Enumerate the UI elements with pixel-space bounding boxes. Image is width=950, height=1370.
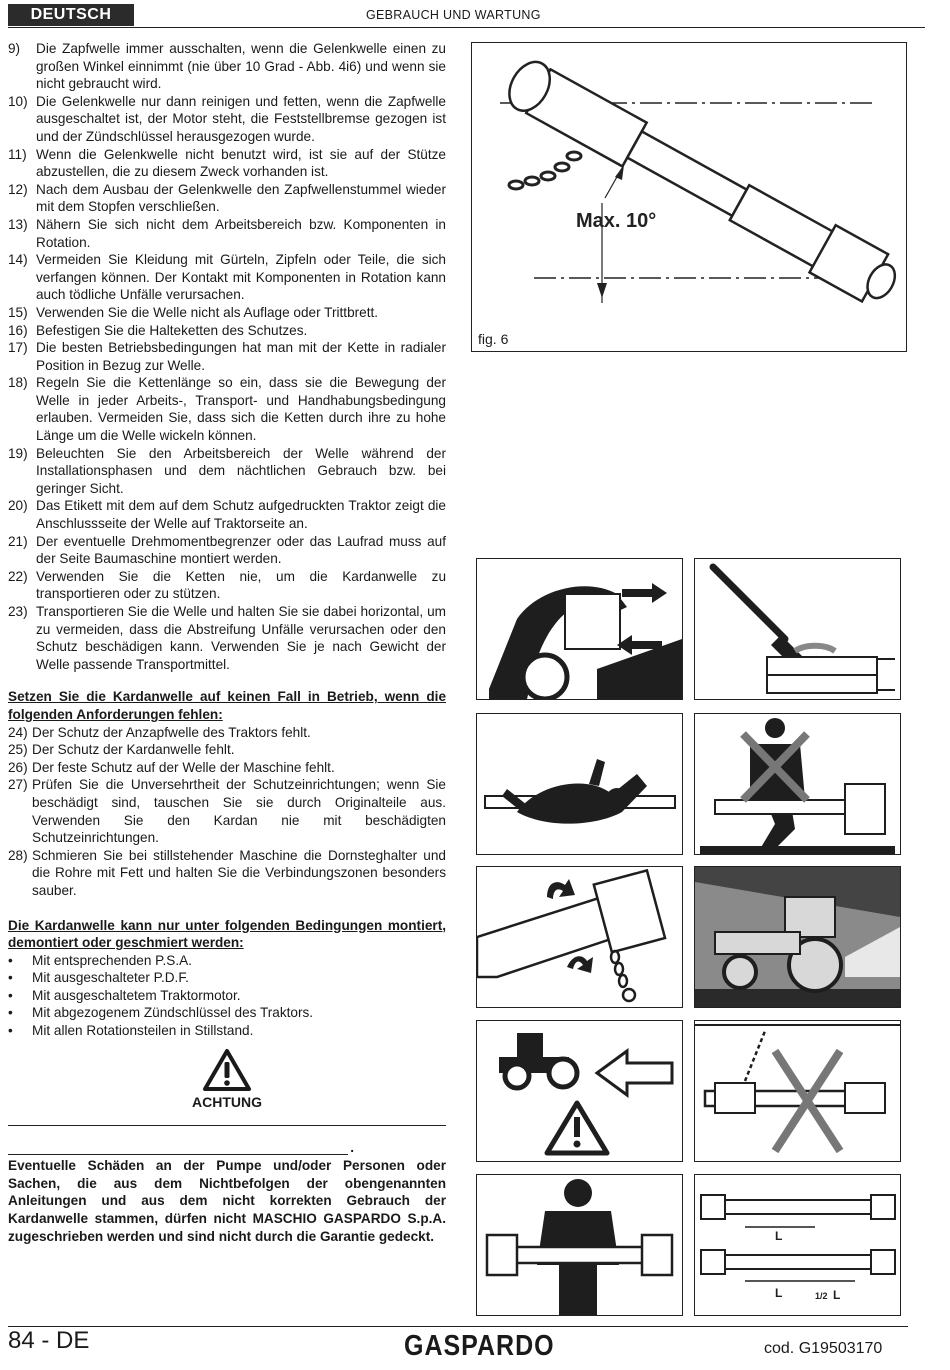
instruction-item — [8, 374, 446, 444]
item-number: 24) — [8, 724, 28, 740]
condition-item — [8, 987, 446, 1005]
item-number: 23) — [8, 604, 28, 619]
instruction-item — [8, 603, 446, 673]
figure-6 — [471, 42, 907, 352]
condition-text: Mit ausgeschalteter P.D.F. — [32, 970, 189, 986]
disclaimer-text: Eventuelle Schäden an der Pumpe und/oder Personen oder Sachen, die aus dem Nichtbefolgen der obengenannten Anleitungen und aus dem nicht korrekten Gebrauch der Kardanwelle stammen, dürfen nicht MASCHIO GASPARDO S.p.A. zugeschrieben werden und sind nicht durch die Garantie gedeckt. — [8, 1158, 446, 1244]
bullet-mark: • — [8, 952, 13, 968]
instruction-item — [8, 724, 446, 742]
item-text: Regeln Sie die Kettenlänge so ein, dass sie die Bewegung der Welle in jeder Arbeits-, Transport- und Handhabungsbedingung erlauben. Vermeiden Sie, dass sich die Ketten durch ihre zu hohe Länge um die Welle wickeln können. — [36, 375, 446, 444]
item-text: Beleuchten Sie den Arbeitsbereich der Welle während der Installationsphasen und dem nächtlichen Gebrauch bzw. bei geringer Sicht. — [36, 445, 446, 496]
panel-person-caught — [476, 713, 683, 855]
panel-chain-rotation — [476, 866, 683, 1008]
item-text: Wenn die Gelenkwelle nicht benutzt wird, ist sie auf der Stütze abzustellen, die zu diesem Zweck vorhanden ist. — [36, 146, 446, 180]
instruction-item — [8, 533, 446, 568]
item-text: Die besten Betriebsbedingungen hat man mit der Kette in radialer Position in Bezug zur Welle. — [36, 340, 446, 373]
rule-period: . — [350, 1140, 354, 1156]
instruction-item — [8, 741, 446, 759]
instruction-list-a — [8, 40, 446, 673]
panel-tractor-warning — [476, 1020, 683, 1162]
instruction-item — [8, 181, 446, 216]
instruction-item — [8, 847, 446, 900]
item-text: Der eventuelle Drehmomentbegrenzer oder das Laufrad muss auf der Seite Baumaschine montiert werden. — [36, 533, 446, 567]
instruction-item — [8, 759, 446, 777]
condition-item — [8, 952, 446, 970]
panel-carry-horizontal — [476, 1174, 683, 1316]
condition-text: Mit ausgeschaltetem Traktormotor. — [32, 987, 241, 1003]
item-number: 18) — [8, 375, 28, 391]
item-text: Vermeiden Sie Kleidung mit Gürteln, Zipfeln oder Teile, die sich verfangen können. Der Kontakt mit Komponenten in Rotation kann auch tödliche Unfälle verursachen. — [36, 252, 446, 303]
instruction-item — [8, 40, 446, 93]
header-rule — [8, 27, 925, 28]
section-heading-requirements: Setzen Sie die Kardanwelle auf keinen Fall in Betrieb, wenn die folgenden Anforderungen fehlen: — [8, 689, 446, 722]
warning-block — [8, 1048, 446, 1112]
instruction-item — [8, 251, 446, 304]
item-number: 13) — [8, 216, 28, 232]
item-number: 12) — [8, 181, 28, 197]
condition-item — [8, 969, 446, 987]
document-code: cod. G19503170 — [764, 1340, 883, 1357]
item-number: 10) — [8, 93, 28, 109]
panel-overlap-length — [694, 1174, 901, 1316]
instruction-item — [8, 216, 446, 251]
header-title: GEBRAUCH UND WARTUNG — [366, 8, 541, 22]
conditions-list — [8, 952, 446, 1040]
item-text: Transportieren Sie die Welle und halten Sie sie dabei horizontal, um zu vermeiden, dass die Abstreifung Unfälle verursachen oder den Schutz beschädigen kann. Verwenden Sie je nach Gewicht der Welle passende Transportmittel. — [36, 604, 446, 672]
item-number: 21) — [8, 533, 28, 549]
instruction-list-b — [8, 724, 446, 900]
item-number: 22) — [8, 568, 28, 584]
item-number: 14) — [8, 252, 28, 268]
condition-text: Mit allen Rotationsteilen in Stillstand. — [32, 1023, 254, 1039]
item-number: 9) — [8, 41, 21, 56]
bullet-mark: • — [8, 970, 13, 986]
item-number: 25) — [8, 742, 28, 758]
instructions-column — [8, 40, 446, 1245]
item-number: 11) — [8, 146, 27, 162]
item-text: Der Schutz der Kardanwelle fehlt. — [32, 742, 235, 758]
item-text: Verwenden Sie die Welle nicht als Auflage oder Trittbrett. — [36, 304, 379, 320]
bullet-mark: • — [8, 987, 13, 1003]
brand-logo: GASPARDO — [404, 1329, 555, 1363]
bullet-mark: • — [8, 1005, 13, 1021]
instruction-item — [8, 339, 446, 374]
item-text: Befestigen Sie die Halteketten des Schutzes. — [36, 322, 308, 338]
divider-rule-short — [8, 1140, 354, 1156]
item-number: 15) — [8, 304, 28, 320]
item-number: 27) — [8, 777, 28, 793]
item-number: 20) — [8, 498, 28, 514]
half-label: 1/2 — [815, 1291, 828, 1301]
item-text: Verwenden Sie die Ketten nie, um die Kardanwelle zu transportieren oder zu stützen. — [36, 568, 446, 602]
length-label-bottom: L — [775, 1286, 783, 1300]
divider-rule — [8, 1125, 446, 1126]
language-tab: DEUTSCH — [8, 4, 134, 26]
item-text: Die Zapfwelle immer ausschalten, wenn die Gelenkwelle einen zu großen Winkel einnimmt (nie über 10 Grad - Abb. 4i6) und wenn sie nicht gebraucht wird. — [36, 41, 446, 92]
item-number: 28) — [8, 847, 28, 863]
item-number: 26) — [8, 759, 28, 775]
item-text: Der Schutz der Anzapfwelle des Traktors fehlt. — [32, 724, 311, 740]
item-text: Schmieren Sie bei stillstehender Maschine die Dornsteghalter und die Rohre mit Fett und halten Sie die Verbindungszonen besonders sauber. — [32, 847, 446, 898]
half-length-label: L — [833, 1288, 841, 1302]
instruction-item — [8, 497, 446, 532]
instruction-item — [8, 304, 446, 322]
instruction-item — [8, 445, 446, 498]
item-text: Nähern Sie sich nicht dem Arbeitsbereich bzw. Komponenten in Rotation. — [36, 216, 446, 250]
condition-item — [8, 1004, 446, 1022]
item-number: 19) — [8, 445, 28, 461]
panel-no-stepping — [694, 713, 901, 855]
figure-label: fig. 6 — [478, 331, 509, 347]
condition-item — [8, 1022, 446, 1040]
section-heading-conditions: Die Kardanwelle kann nur unter folgenden Bedingungen montiert, demontiert oder geschmiert werden: — [8, 917, 446, 951]
angle-label: Max. 10° — [576, 210, 657, 232]
item-text: Nach dem Ausbau der Gelenkwelle den Zapfwellenstummel wieder mit dem Stopfen verschließen. — [36, 181, 446, 215]
item-number: 17) — [8, 340, 28, 356]
instruction-item — [8, 776, 446, 846]
instruction-item — [8, 146, 446, 181]
item-text: Prüfen Sie die Unversehrtheit der Schutzeinrichtungen; wenn Sie beschädigt sind, tauschen Sie sie durch Originalteile aus. Verwenden Sie den Kardan nie mit beschädigten Schutzeinrichtungen. — [32, 777, 446, 846]
condition-text: Mit abgezogenem Zündschlüssel des Traktors. — [32, 1005, 314, 1021]
footer-rule — [8, 1326, 908, 1327]
panel-tractor-night — [694, 866, 901, 1008]
warning-triangle-icon — [202, 1048, 252, 1092]
item-number: 16) — [8, 322, 28, 338]
page-number: 84 - DE — [8, 1327, 90, 1354]
panel-no-chain-support — [694, 1020, 901, 1162]
bullet-mark: • — [8, 1023, 13, 1039]
item-text: Der feste Schutz auf der Welle der Maschine fehlt. — [32, 759, 335, 775]
instruction-item — [8, 93, 446, 146]
item-text: Die Gelenkwelle nur dann reinigen und fetten, wenn die Zapfwelle ausgeschaltet ist, der Motor steht, die Feststellbremse gezogen ist und der Zündschlüssel herausgezogen wurde. — [36, 93, 446, 144]
item-text: Das Etikett mit dem auf dem Schutz aufgedruckten Traktor zeigt die Anschlussseite der Welle auf Traktorseite an. — [36, 498, 446, 532]
shaft-angle-diagram — [472, 43, 906, 351]
panel-hand-rotation — [476, 558, 683, 700]
condition-text: Mit entsprechenden P.S.A. — [32, 952, 192, 968]
instruction-item — [8, 568, 446, 603]
length-label-top: L — [775, 1229, 783, 1243]
panel-cleaning-brush — [694, 558, 901, 700]
warning-label: ACHTUNG — [192, 1093, 262, 1110]
instruction-item — [8, 322, 446, 340]
